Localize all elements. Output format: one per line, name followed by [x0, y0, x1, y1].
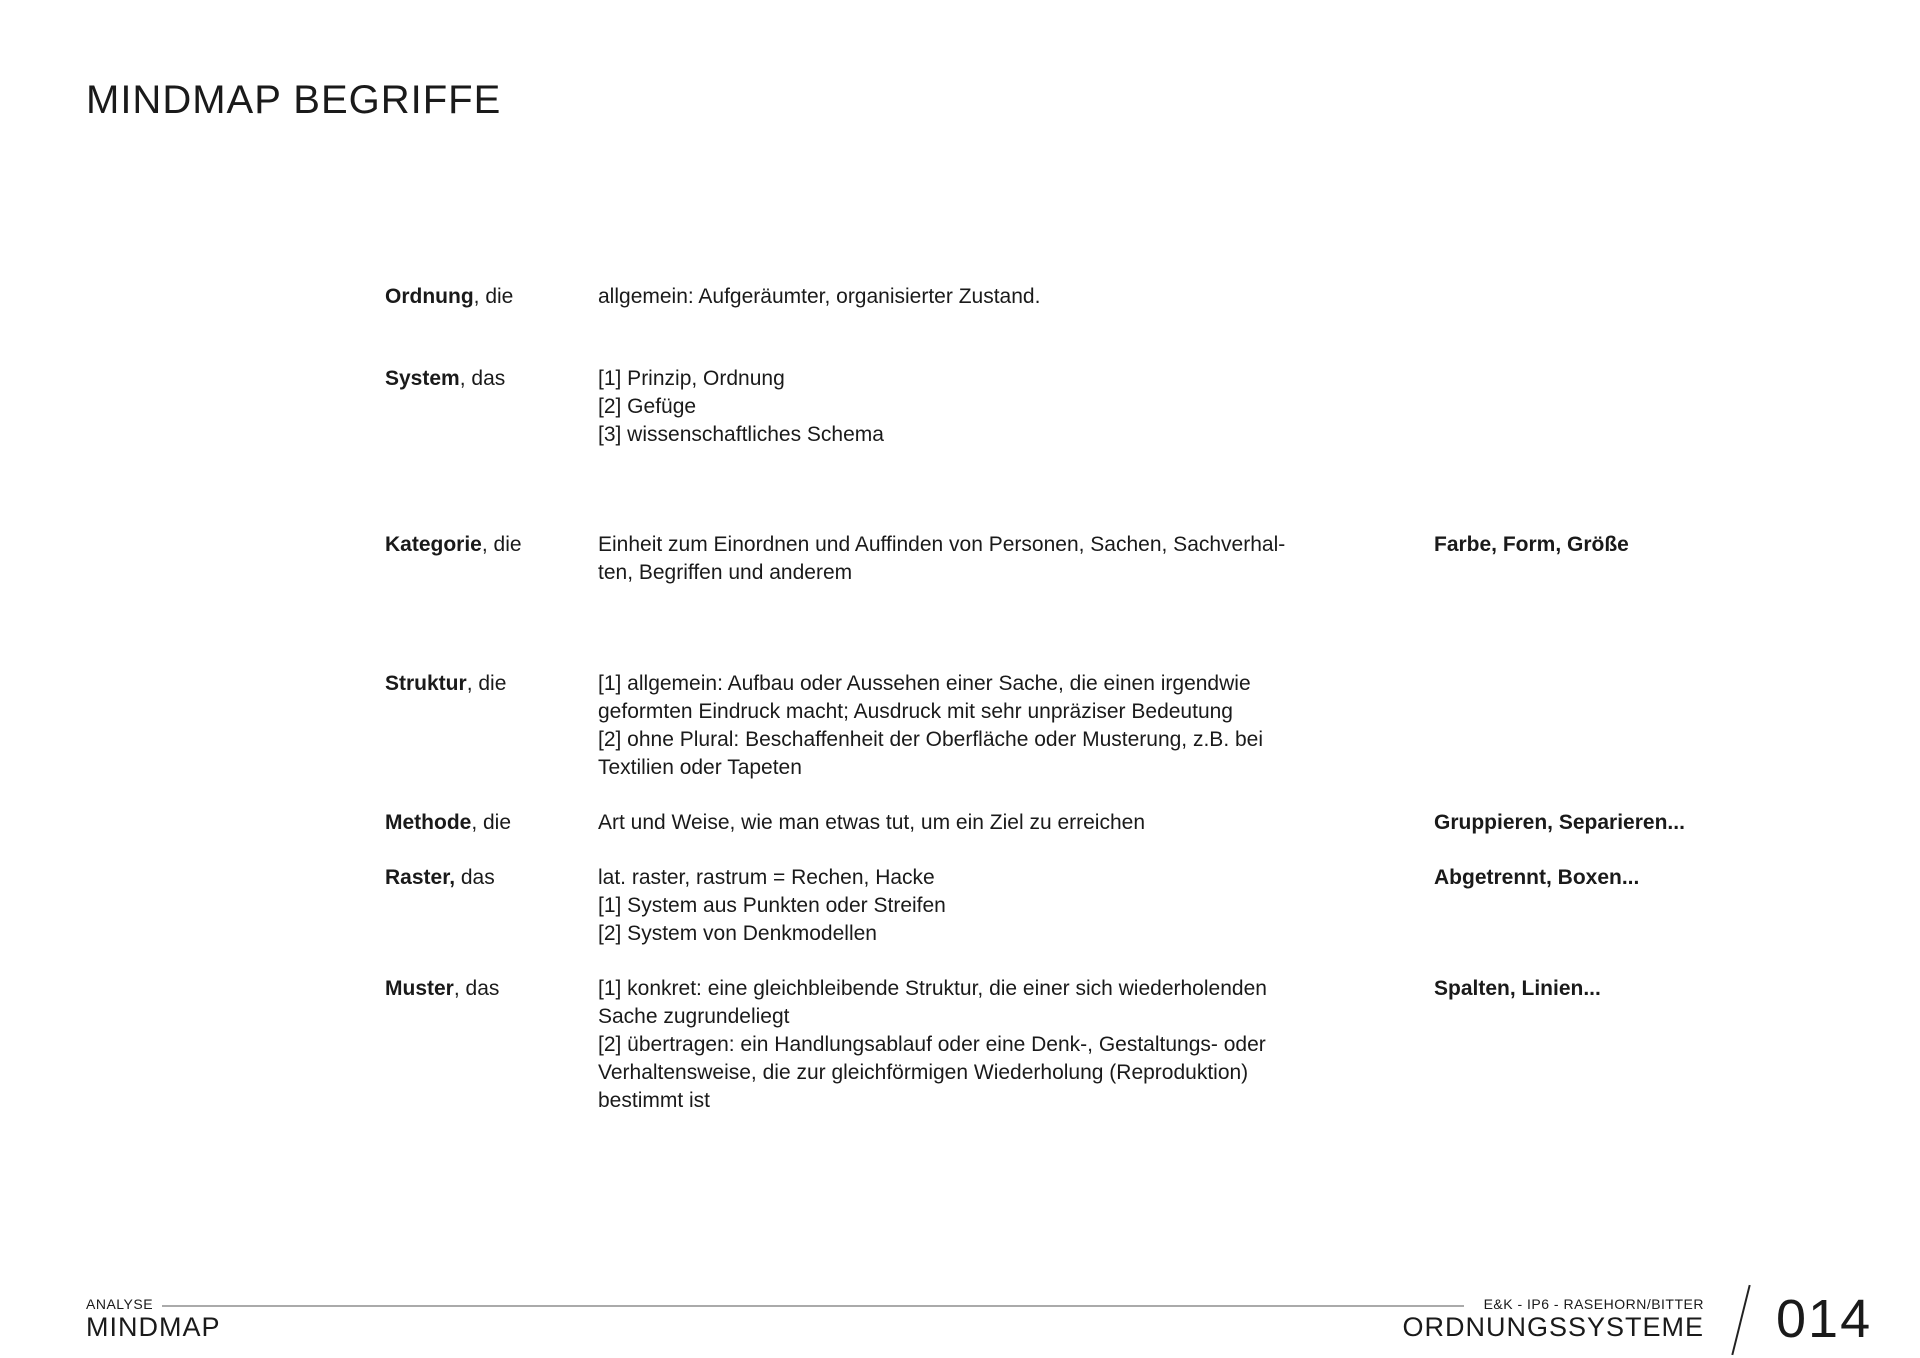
definition-line: bestimmt ist	[598, 1089, 711, 1112]
term	[385, 809, 585, 837]
definition	[598, 365, 1348, 449]
page-title: MINDMAP BEGRIFFE	[86, 78, 502, 122]
definition-line: Einheit zum Einordnen und Auffinden von Personen, Sachen, Sachverhal-	[598, 533, 1286, 556]
term-word: Methode	[385, 811, 472, 834]
definition-line: Textilien oder Tapeten	[598, 756, 802, 779]
term-word: Struktur	[385, 672, 467, 695]
definition	[598, 283, 1348, 311]
definition	[598, 864, 1348, 948]
definition-line: geformten Eindruck macht; Ausdruck mit sehr unpräziser Bedeutung	[598, 700, 1233, 723]
term-word: Kategorie	[385, 533, 482, 556]
term-word: System	[385, 367, 460, 390]
definition-line: [3] wissenschaftliches Schema	[598, 423, 884, 446]
keywords: Gruppieren, Separieren...	[1434, 811, 1685, 834]
term	[385, 531, 585, 559]
definition-line: [1] allgemein: Aufbau oder Aussehen einer Sache, die einen irgendwie	[598, 672, 1251, 695]
term	[385, 975, 585, 1003]
definition-line: [2] übertragen: ein Handlungsablauf oder eine Denk-, Gestaltungs- oder	[598, 1033, 1266, 1056]
definition	[598, 670, 1348, 782]
keywords: Spalten, Linien...	[1434, 977, 1601, 1000]
term	[385, 670, 585, 698]
definition-line: [1] konkret: eine gleichbleibende Struktur, die einer sich wiederholenden	[598, 977, 1267, 1000]
term-article: , das	[453, 977, 500, 1000]
definition-line: [2] System von Denkmodellen	[598, 922, 877, 945]
term-word: Raster,	[385, 866, 456, 889]
term-article: das	[455, 866, 495, 889]
definition	[598, 809, 1348, 837]
footer-slash	[1731, 1285, 1750, 1355]
term-word: Muster	[385, 977, 454, 1000]
definition-line: [2] Gefüge	[598, 395, 697, 418]
definition-line: lat. raster, rastrum = Rechen, Hacke	[598, 866, 935, 889]
term-article: , das	[459, 367, 506, 390]
definition-line: ten, Begriffen und anderem	[598, 561, 853, 584]
term	[385, 365, 585, 393]
footer-section-label: ANALYSE	[86, 1296, 154, 1312]
definition	[598, 975, 1348, 1115]
definition-line: [1] Prinzip, Ordnung	[598, 367, 785, 390]
definition-line: allgemein: Aufgeräumter, organisierter Zustand.	[598, 285, 1041, 308]
definition	[598, 531, 1348, 587]
term	[385, 283, 585, 311]
term-article: , die	[473, 285, 514, 308]
keywords: Farbe, Form, Größe	[1434, 533, 1629, 556]
footer-project-label: E&K - IP6 - RASEHORN/BITTER	[1483, 1296, 1704, 1312]
definition-line: [2] ohne Plural: Beschaffenheit der Oberfläche oder Musterung, z.B. bei	[598, 728, 1264, 751]
term-article: , die	[466, 672, 507, 695]
definition-line: Art und Weise, wie man etwas tut, um ein Ziel zu erreichen	[598, 811, 1146, 834]
footer-section-title: MINDMAP	[86, 1312, 221, 1342]
term-word: Ordnung	[385, 285, 474, 308]
keywords: Abgetrennt, Boxen...	[1434, 866, 1640, 889]
term-article: , die	[471, 811, 512, 834]
term	[385, 864, 585, 892]
page-number: 014	[1776, 1289, 1873, 1349]
definition-line: Sache zugrundeliegt	[598, 1005, 790, 1028]
definition-line: Verhaltensweise, die zur gleichförmigen Wiederholung (Reproduktion)	[598, 1061, 1249, 1084]
footer-divider	[162, 1305, 1464, 1307]
footer-project-title: ORDNUNGSSYSTEME	[1402, 1312, 1704, 1342]
term-article: , die	[481, 533, 522, 556]
definition-line: [1] System aus Punkten oder Streifen	[598, 894, 946, 917]
